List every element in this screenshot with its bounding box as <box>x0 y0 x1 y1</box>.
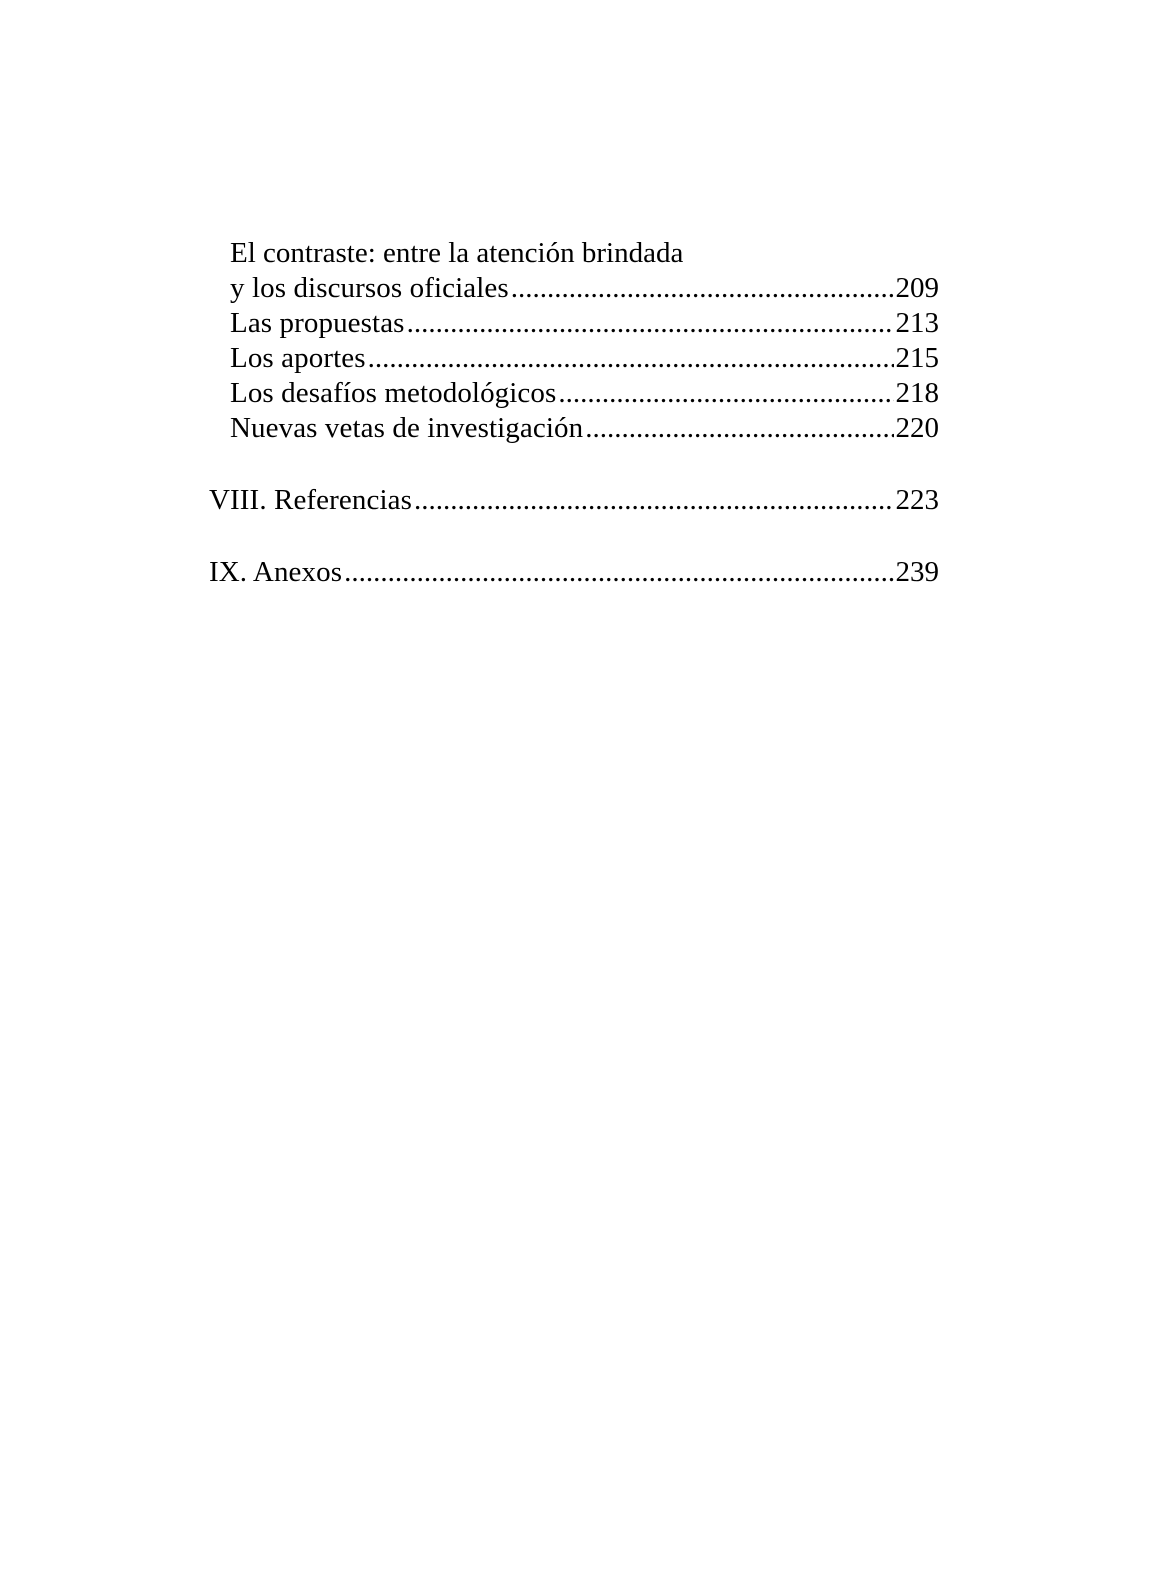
toc-section-entry[interactable] <box>209 483 939 518</box>
dot-leader <box>511 271 894 306</box>
table-of-contents <box>209 236 939 590</box>
toc-entry[interactable] <box>209 271 939 306</box>
toc-section-title: IX. Anexos <box>209 556 343 588</box>
toc-section-title: VIII. Referencias <box>209 484 412 516</box>
toc-entry[interactable] <box>209 341 939 376</box>
toc-entry-title: Los aportes <box>230 342 366 374</box>
dot-leader <box>407 306 894 341</box>
toc-page-number: 223 <box>895 484 939 516</box>
dot-leader <box>414 483 894 518</box>
toc-entry[interactable] <box>209 376 939 411</box>
toc-page-number: 218 <box>895 377 939 409</box>
toc-entry-title: El contraste: entre la atención brindada <box>230 237 684 269</box>
toc-entry[interactable] <box>209 306 939 341</box>
toc-entry[interactable] <box>209 411 939 446</box>
dot-leader <box>368 341 894 376</box>
toc-page-number: 213 <box>895 307 939 339</box>
toc-entry-title: Los desafíos metodológicos <box>230 377 557 409</box>
toc-entry-title: Las propuestas <box>230 307 405 339</box>
toc-section-entry[interactable] <box>209 555 939 590</box>
toc-entry-title: y los discursos oficiales <box>230 272 509 304</box>
dot-leader <box>558 376 893 411</box>
dot-leader <box>344 555 893 590</box>
dot-leader <box>585 411 893 446</box>
toc-page-number: 220 <box>895 412 939 444</box>
toc-page-number: 215 <box>895 342 939 374</box>
toc-entry-first-line <box>209 236 939 271</box>
toc-page-number: 209 <box>895 272 939 304</box>
toc-page-number: 239 <box>895 556 939 588</box>
toc-entry-title: Nuevas vetas de investigación <box>230 412 584 444</box>
